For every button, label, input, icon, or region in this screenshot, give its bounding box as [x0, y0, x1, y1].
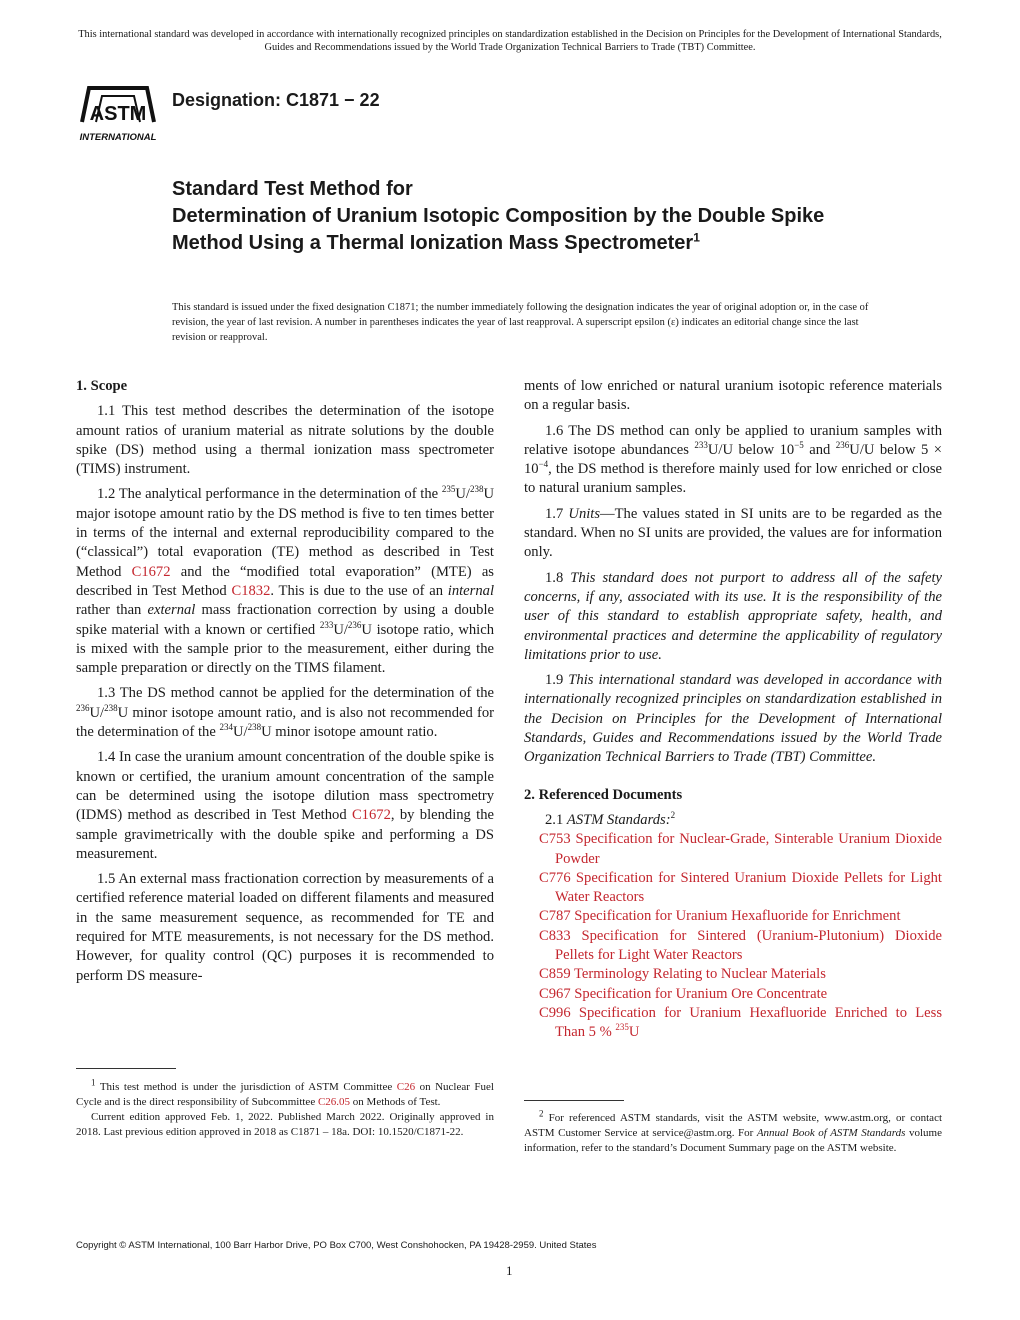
title-footnote-mark: 1: [693, 230, 700, 245]
ref-item: [524, 907, 942, 926]
footnote-2: $^2$ For referenced ASTM standards, visit the ASTM website, www.astm.org, or contact ASTM Customer Service at service@astm.org. For Annual Book of ASTM Standards volume information, refer to the standard’s Document Summary page on the ASTM website.: [524, 1108, 943, 1154]
para-1-2: 1.2 The analytical performance in the determination of the $^{235}$U/$^{238}$U major isotope amount ratio by the DS method is five to ten times better in terms of the internal and external reproducibility compared to the (“classical”) total evaporation (TE) method as described in Test Method C1672 and the “modified total evaporation” (MTE) as described in Test Method C1832. This is due to the use of an internal rather than external mass fractionation correction by using a double spike material with a known or certified $^{233}$U/$^{236}$U isotope ratio, which is mixed with the sample prior to the measurement, either during the sample preparation or directly on the TIMS filament.: [76, 484, 495, 677]
para-1-8: 1.8 This standard does not purport to address all of the safety concerns, if any, associated with its use. It is the responsibility of the user of this standard to establish appropriate safety, health, and environmental practices and determine the applicability of regulatory limitations prior to use.: [524, 569, 942, 663]
ref-title-c967[interactable]: Specification for Uranium Ore Concentrate: [574, 985, 828, 1002]
designation: Designation: C1871 − 22: [172, 90, 380, 110]
ref-title-c753[interactable]: Specification for Nuclear-Grade, Sinterable Uranium Dioxide Powder: [555, 831, 942, 867]
link-c26-05[interactable]: C26.05: [317, 1096, 351, 1108]
ref-item: [524, 869, 942, 908]
header-notice: This international standard was developed in accordance with internationally recognized principles on standardization established in the Decision on Principles for the Development of International Standards, Guides and Recommendations issued by the World Trade Organization Technical Barriers to Trade (TBT) Committee.: [78, 29, 942, 53]
page-number: 1: [506, 1263, 513, 1278]
title-line-1: Standard Test Method for: [172, 178, 413, 200]
footnote-rule-right: [524, 1100, 624, 1101]
ref-link-c833[interactable]: C833: [539, 927, 571, 944]
para-1-1: 1.1 This test method describes the determination of the isotope amount ratios of uranium material as nitrate solutions by the double spike (DS) method using a thermal ionization mass spectrometer (TIMS) instrument.: [76, 403, 494, 478]
link-c1672[interactable]: C1672: [131, 563, 171, 580]
ref-item: [524, 965, 942, 984]
section-heading-scope: 1. Scope: [76, 378, 128, 394]
section-heading-referenced-documents: 2. Referenced Documents: [524, 786, 683, 803]
para-1-6: 1.6 The DS method can only be applied to uranium samples with relative isotope abundances $^{233}$U/U below $10^{-5}$ and $^{236}$U/U below $5 \times 10^{-4}$, the DS method is therefore mainly used for low enriched or close to natural uranium samples.: [524, 422, 942, 497]
ref-title-c787[interactable]: Specification for Uranium Hexafluoride for Enrichment: [574, 908, 901, 925]
ref-item: [524, 830, 942, 869]
ref-item: [524, 1004, 942, 1043]
ref-title-c859[interactable]: Terminology Relating to Nuclear Materials: [574, 966, 826, 983]
ref-link-c776[interactable]: C776: [539, 869, 571, 886]
link-c1832[interactable]: C1832: [231, 582, 271, 599]
ref-item: [524, 985, 942, 1004]
para-1-5: 1.5 An external mass fractionation correction by measurements of a certified reference material loaded on different filaments and measured in the same measurement sequence, as recommended for TE and required for MTE measurements, is not necessary for the DS method. However, for quality control (QC) purposes it is recommended to perform DS measure-: [76, 871, 494, 984]
ref-link-c787[interactable]: C787: [539, 908, 571, 925]
link-c1672-2[interactable]: C1672: [351, 807, 391, 824]
ref-title-c996[interactable]: Specification for Uranium Hexafluoride Enriched to Less Than 5 % $^{235}$U: [555, 1004, 942, 1041]
ref-link-c753[interactable]: C753: [539, 831, 571, 848]
ref-link-c996[interactable]: C996: [539, 1004, 571, 1021]
link-c26[interactable]: C26: [396, 1081, 416, 1093]
logo-caption: INTERNATIONAL: [79, 132, 157, 143]
standard-note: This standard is issued under the fixed designation C1871; the number immediately following the designation indicates the year of original adoption or, in the case of revision, the year of last revision. A number in parentheses indicates the year of last reapproval. A superscript epsilon (ε) indicates an editorial change since the last revision or reapproval.: [172, 302, 869, 343]
para-1-9: 1.9 This international standard was developed in accordance with internationally recognized principles on standardization established in the Decision on Principles for the Development of International Standards, Guides and Recommendations issued by the World Trade Organization Technical Barriers to Trade (TBT) Committee.: [524, 672, 943, 766]
para-1-7: 1.7 Units—The values stated in SI units are to be regarded as the standard. When no SI units are provided, the values are for information only.: [524, 505, 942, 561]
para-1-3: 1.3 The DS method cannot be applied for the determination of the $^{236}$U/$^{238}$U minor isotope amount ratio, and is also not recommended for the determination of the $^{234}$U/$^{238}$U minor isotope amount ratio.: [76, 685, 494, 741]
document-title: [172, 176, 872, 257]
referenced-standards-list: [524, 830, 942, 1042]
astm-logo: [76, 78, 160, 144]
ref-item: [524, 927, 942, 966]
ref-title-c833[interactable]: Specification for Sintered (Uranium-Plutonium) Dioxide Pellets for Light Water Reactors: [555, 927, 942, 964]
title-main: Determination of Uranium Isotopic Composition by the Double Spike Method Using a Thermal Ionization Mass Spectrometer$^1$: [172, 205, 825, 254]
column-left: [76, 377, 494, 992]
ref-link-c967[interactable]: C967: [539, 985, 571, 1002]
para-1-5-cont: ments of low enriched or natural uranium isotopic reference materials on a regular basis.: [524, 378, 942, 414]
ref-title-c776[interactable]: Specification for Sintered Uranium Dioxide Pellets for Light Water Reactors: [555, 869, 942, 906]
footnote-rule-left: [76, 1068, 176, 1069]
copyright-footer: Copyright © ASTM International, 100 Barr Harbor Drive, PO Box C700, West Conshohocken, PA 19428-2959. United States: [76, 1240, 597, 1251]
para-1-4: 1.4 In case the uranium amount concentration of the double spike is known or certified, the uranium amount concentration of the sample can be determined using the isotope dilution mass spectrometry (IDMS) method as described in Test Method C1672, by blending the sample gravimetrically with the double spike and performing a DS measurement.: [76, 749, 494, 862]
footnote-1-edition: Current edition approved Feb. 1, 2022. Published March 2022. Originally approved in 2018. Last previous edition approved in 2018 as C1871 – 18a. DOI: 10.1520/C1871-22.: [76, 1111, 494, 1138]
subsection-2-1: 2.1 ASTM Standards:$^2$: [545, 810, 676, 828]
column-right: [524, 377, 942, 1043]
footnote-1: $^1$ This test method is under the jurisdiction of ASTM Committee C26 on Nuclear Fuel Cycle and is the direct responsibility of Subcommittee C26.05 on Methods of Test. Current edition approved Feb. 1, 2022. Published March 2022. Originally approved in 2018. Last previous edition approved in 2018 as C1871 – 18a. DOI: 10.1520/C1871-22.: [76, 1077, 494, 1138]
ref-link-c859[interactable]: C859: [539, 966, 571, 983]
logo-letters: ASTM: [89, 103, 147, 125]
astm-logo-icon: [76, 78, 160, 144]
